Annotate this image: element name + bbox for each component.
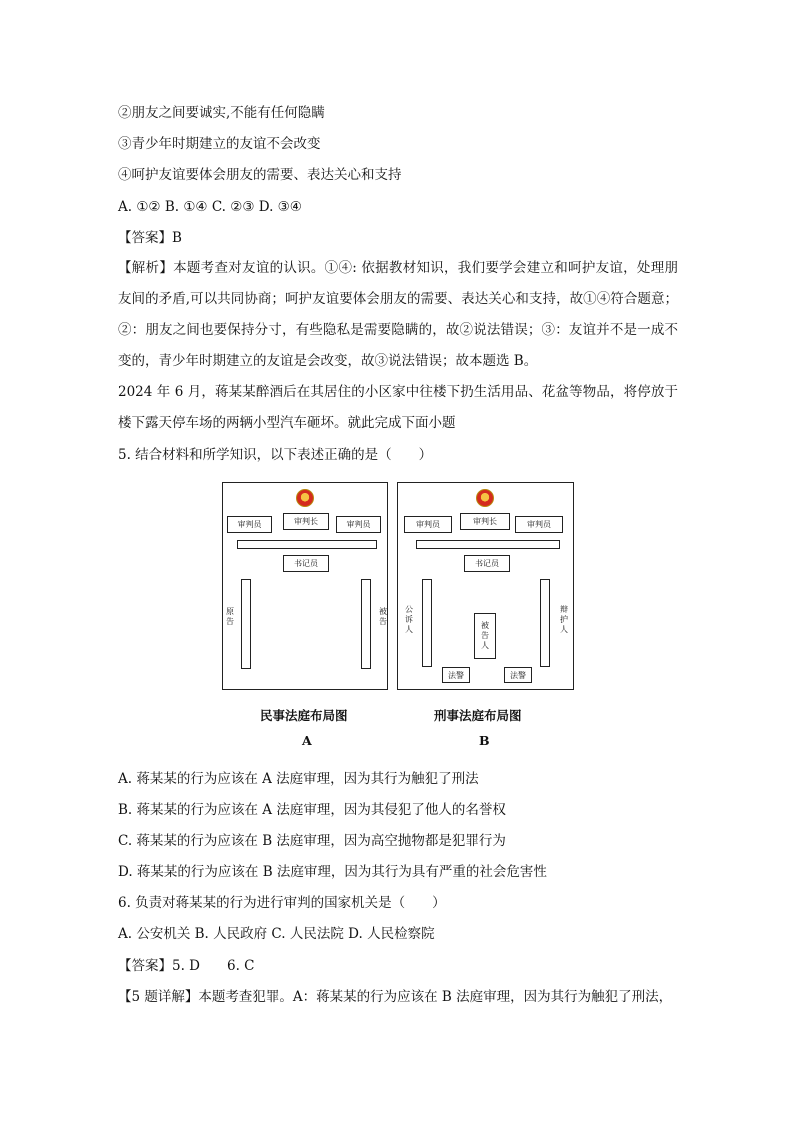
defendant-bench xyxy=(361,579,371,669)
criminal-court-caption: 刑事法庭布局图 xyxy=(434,708,522,723)
plaintiff-bench xyxy=(241,579,251,669)
prosecutor-label: 公诉人 xyxy=(405,605,413,634)
defense-label: 辩护人 xyxy=(560,605,568,634)
option-d: D. 蒋某某的行为应该在 B 法庭审理，因为其行为具有严重的社会危害性 xyxy=(118,864,547,880)
bench-bar xyxy=(416,540,560,549)
bailiff-left-box: 法警 xyxy=(442,667,470,683)
national-emblem-icon xyxy=(476,489,494,507)
answer-label: 【答案】B xyxy=(118,230,182,246)
material-paragraph: 2024 年 6 月，蒋某某醉酒后在其居住的小区家中往楼下扔生活用品、花盆等物品，将停放于楼下露天停车场的两辆小型汽车砸坏。就此完成下面小题 xyxy=(118,384,678,431)
answer-choices: A. ①② B. ①④ C. ②③ D. ③④ xyxy=(118,199,302,215)
accused-label: 被告人 xyxy=(481,621,489,650)
criminal-court-diagram xyxy=(397,482,574,690)
judge-left-box: 审判员 xyxy=(227,516,272,533)
clerk-box: 书记员 xyxy=(464,555,510,572)
question-6: 6. 负责对蒋某某的行为进行审判的国家机关是（ ） xyxy=(118,895,446,911)
criminal-court-letter: B xyxy=(479,733,490,748)
option-c: C. 蒋某某的行为应该在 B 法庭审理，因为高空抛物都是犯罪行为 xyxy=(118,833,506,849)
defendant-label: 被告 xyxy=(379,607,387,626)
judge-right-box: 审判员 xyxy=(515,516,563,533)
accused-box xyxy=(474,613,496,659)
analysis-paragraph: 【解析】本题考查对友谊的认识。①④: 依据教材知识，我们要学会建立和呵护友谊，处理朋友间的矛盾,可以共同协商；呵护友谊要体会朋友的需要、表达关心和支持，故①④符合题意；②：朋友之间也要保持分寸，有些隐私是需要隐瞒的，故②说法错误；③：友谊并不是一成不变的，青少年时期建立的友谊是会改变，故③说法错误；故本题选 B。 xyxy=(118,260,678,369)
question-5: 5. 结合材料和所学知识，以下表述正确的是（ ） xyxy=(118,447,433,463)
option-a: A. 蒋某某的行为应该在 A 法庭审理，因为其行为触犯了刑法 xyxy=(118,771,479,787)
civil-court-diagram xyxy=(222,482,388,690)
clerk-box: 书记员 xyxy=(283,555,329,572)
judge-right-box: 审判员 xyxy=(336,516,381,533)
bailiff-right-box: 法警 xyxy=(504,667,532,683)
chief-judge-box: 审判长 xyxy=(460,513,510,530)
answer-label-2: 【答案】5. D 6. C xyxy=(118,958,255,974)
civil-court-letter: A xyxy=(302,733,312,748)
detail-paragraph: 【5 题详解】本题考查犯罪。A：蒋某某的行为应该在 B 法庭审理，因为其行为触犯了刑法， xyxy=(118,989,673,1005)
plaintiff-label: 原告 xyxy=(226,607,234,626)
prosecutor-bench xyxy=(422,579,432,667)
question-6-options: A. 公安机关 B. 人民政府 C. 人民法院 D. 人民检察院 xyxy=(118,926,435,942)
chief-judge-box: 审判长 xyxy=(283,513,329,530)
national-emblem-icon xyxy=(296,489,314,507)
option-b: B. 蒋某某的行为应该在 A 法庭审理，因为其侵犯了他人的名誉权 xyxy=(118,802,506,818)
civil-court-caption: 民事法庭布局图 xyxy=(260,708,348,723)
option-line-2: ②朋友之间要诚实,不能有任何隐瞒 xyxy=(118,105,325,121)
courtroom-layout-figure xyxy=(222,482,574,752)
option-line-4: ④呵护友谊要体会朋友的需要、表达关心和支持 xyxy=(118,167,402,183)
defense-bench xyxy=(540,579,550,667)
option-line-3: ③青少年时期建立的友谊不会改变 xyxy=(118,136,321,152)
bench-bar xyxy=(237,540,377,549)
judge-left-box: 审判员 xyxy=(404,516,452,533)
